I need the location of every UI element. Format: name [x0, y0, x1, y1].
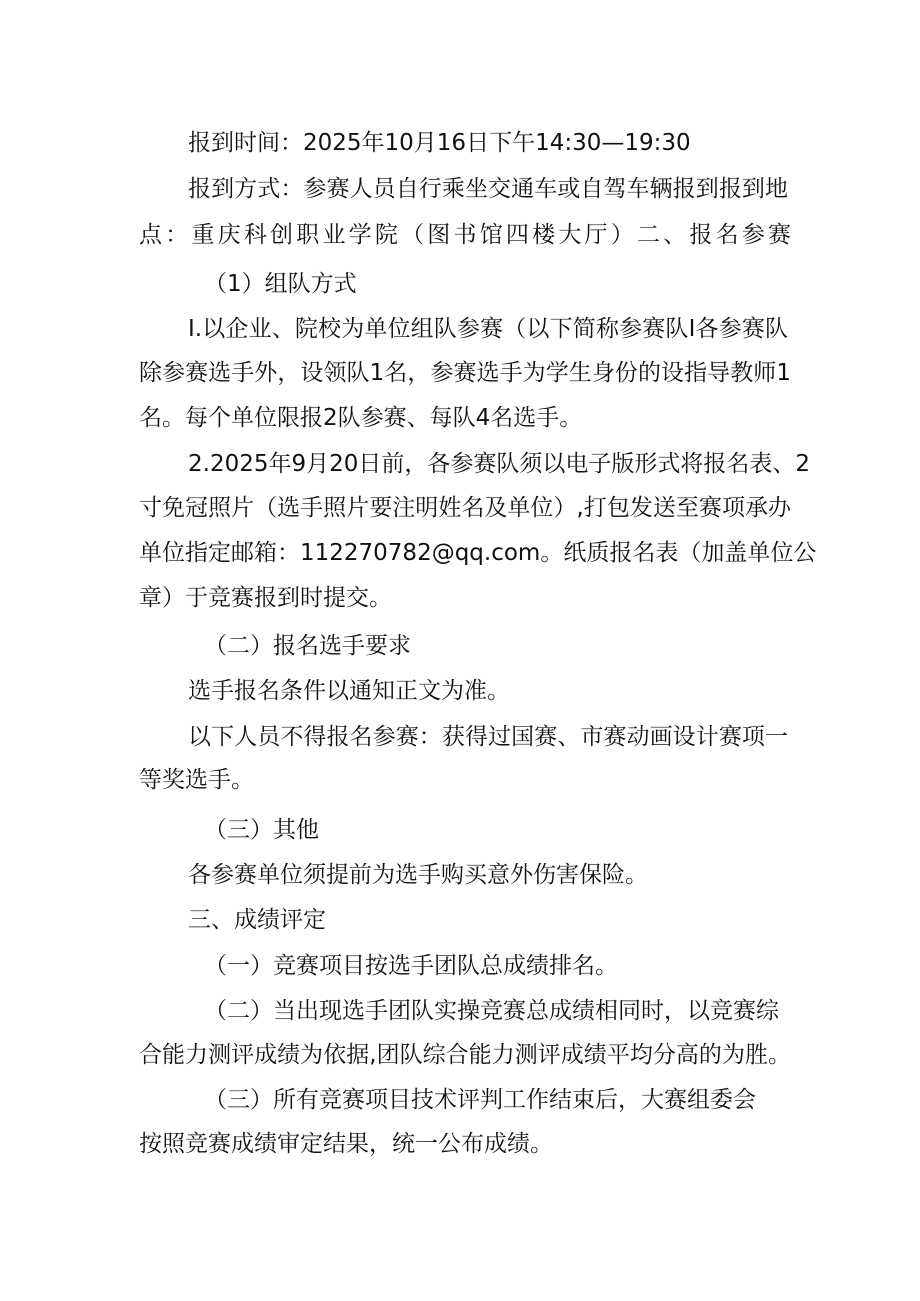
text-line: 以下人员不得报名参赛：获得过国赛、市赛动画设计赛项一 — [188, 724, 788, 750]
text-line: 2.2025年9月20日前，各参赛队须以电子版形式将报名表、2 — [188, 451, 811, 477]
text-line: 名。每个单位限报2队参赛、每队4名选手。 — [139, 405, 583, 431]
text-line: 各参赛单位须提前为选手购买意外伤害保险。 — [188, 862, 648, 888]
text-line: 等奖选手。 — [139, 767, 254, 793]
section-heading: （1）组队方式 — [204, 271, 357, 297]
text-line: 报到方式：参赛人员自行乘坐交通车或自驾车辆报到报到地 — [188, 176, 788, 202]
text-line: 报到时间：2025年10月16日下午14:30—19:30 — [188, 130, 691, 156]
text-line: （一）竞赛项目按选手团队总成绩排名。 — [204, 953, 618, 979]
text-line: 寸免冠照片（选手照片要注明姓名及单位）,打包发送至赛项承办 — [139, 495, 791, 521]
section-heading: 三、成绩评定 — [188, 907, 326, 933]
section-heading: （二）报名选手要求 — [204, 633, 411, 659]
text-line: 单位指定邮箱：112270782@qq.com。纸质报名表（加盖单位公 — [139, 540, 817, 566]
text-line: I.以企业、院校为单位组队参赛（以下简称参赛队I各参赛队 — [188, 316, 788, 342]
text-line: 选手报名条件以通知正文为准。 — [188, 678, 510, 704]
text-line: 点：重庆科创职业学院（图书馆四楼大厅）二、报名参赛 — [139, 222, 791, 248]
text-line: 除参赛选手外，设领队1名，参赛选手为学生身份的设指导教师1 — [139, 360, 791, 386]
text-line: 合能力测评成绩为依据,团队综合能力测评成绩平均分高的为胜。 — [139, 1042, 791, 1068]
text-line: （三）所有竞赛项目技术评判工作结束后，大赛组委会 — [204, 1087, 756, 1113]
text-line: 按照竞赛成绩审定结果，统一公布成绩。 — [139, 1131, 553, 1157]
section-heading: （三）其他 — [204, 817, 319, 843]
text-line: （二）当出现选手团队实操竞赛总成绩相同时，以竞赛综 — [204, 998, 779, 1024]
text-line: 章）于竞赛报到时提交。 — [139, 585, 392, 611]
